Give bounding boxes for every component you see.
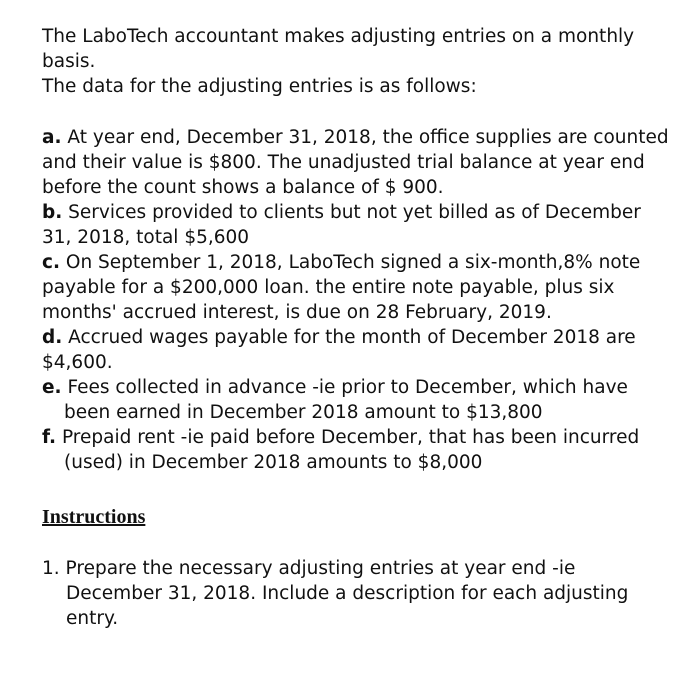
- instructions-heading: Instructions: [42, 506, 146, 528]
- item-b: [42, 200, 672, 250]
- item-d-label: d.: [42, 327, 63, 348]
- item-f-label: f.: [42, 427, 57, 448]
- item-c: [42, 250, 672, 325]
- item-f-text: Prepaid rent -ie paid before December, that has been incurred (used) in December 2018 amounts to $8,000: [61, 427, 640, 473]
- document-page: [42, 24, 672, 650]
- item-e-text: Fees collected in advance -ie prior to December, which have been earned in December 2018 amount to $13,800: [64, 377, 628, 423]
- adjusting-data-list: [42, 125, 672, 475]
- item-c-label: c.: [42, 252, 60, 273]
- item-e-label: e.: [42, 377, 62, 398]
- instruction-step-1-text: Prepare the necessary adjusting entries at year end -ie December 31, 2018. Include a description for each adjusting entry.: [65, 558, 629, 629]
- item-a-label: a.: [42, 127, 62, 148]
- instruction-step-1-number: 1.: [42, 558, 60, 579]
- item-b-text: Services provided to clients but not yet billed as of December 31, 2018, total $5,600: [42, 202, 641, 248]
- item-a: [42, 125, 672, 200]
- intro-line-2: The data for the adjusting entries is as follows:: [42, 76, 477, 97]
- item-d-text: Accrued wages payable for the month of December 2018 are $4,600.: [42, 327, 636, 373]
- item-a-text: At year end, December 31, 2018, the office supplies are counted and their value is $800. The unadjusted trial balance at year end before the count shows a balance of $ 900.: [42, 127, 669, 198]
- item-b-label: b.: [42, 202, 63, 223]
- item-c-text: On September 1, 2018, LaboTech signed a six-month,8% note payable for a $200,000 loan. the entire note payable, plus six months' accrued interest, is due on 28 February, 2019.: [42, 252, 641, 323]
- intro-line-1: The LaboTech accountant makes adjusting entries on a monthly basis.: [42, 26, 635, 72]
- instruction-step-1: [42, 556, 672, 631]
- item-d: [42, 325, 672, 375]
- item-f: [42, 425, 672, 475]
- intro: [42, 24, 672, 99]
- item-e: [42, 375, 672, 425]
